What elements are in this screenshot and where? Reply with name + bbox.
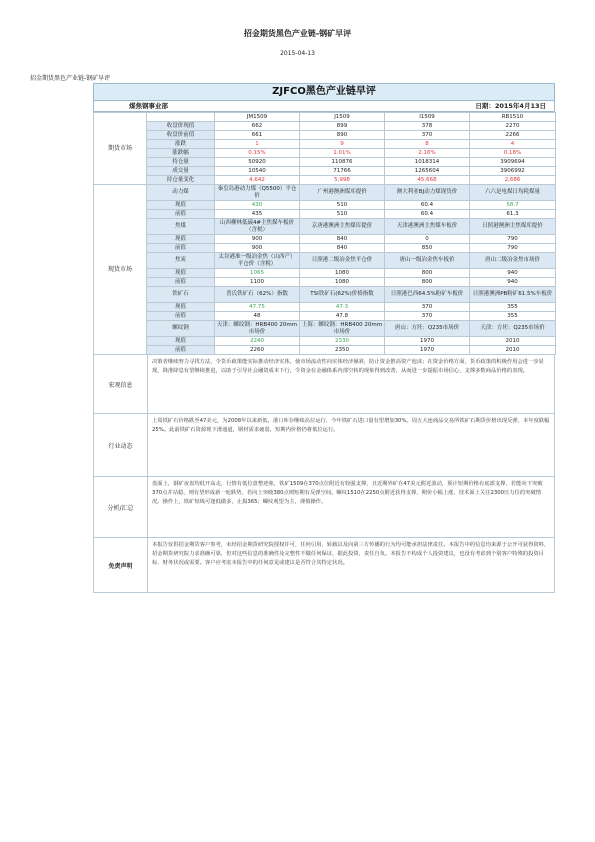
spot-prev-cell: 840 bbox=[300, 244, 385, 253]
spot-now-label: 现值 bbox=[147, 235, 215, 244]
spot-now-row bbox=[94, 337, 556, 346]
spot-now-label: 现值 bbox=[147, 303, 215, 312]
futures-row bbox=[94, 149, 556, 158]
spot-now-cell: 1065 bbox=[215, 269, 300, 278]
spot-now-label: 现值 bbox=[147, 337, 215, 346]
spot-prev-cell: 900 bbox=[215, 244, 300, 253]
spot-now-cell: 60.4 bbox=[385, 201, 470, 210]
futures-header-row bbox=[94, 113, 556, 122]
spot-prev-cell: 2350 bbox=[300, 346, 385, 355]
spot-prev-label: 前值 bbox=[147, 312, 215, 321]
spot-header-row bbox=[94, 185, 556, 201]
futures-cell: 0.15% bbox=[215, 149, 300, 158]
spot-prev-cell: 61.3 bbox=[470, 210, 556, 219]
spot-column-header: 天津：方坯：Q235市场价 bbox=[470, 321, 556, 337]
futures-row bbox=[94, 176, 556, 185]
document-title: 招金期货黑色产业链-钢矿早评 bbox=[243, 29, 352, 38]
futures-row-label: 收盘价现值 bbox=[147, 122, 215, 131]
futures-cell: 8 bbox=[385, 140, 470, 149]
futures-cell: 9 bbox=[300, 140, 385, 149]
spot-now-cell: 840 bbox=[300, 235, 385, 244]
futures-row bbox=[94, 158, 556, 167]
spot-now-cell: 1080 bbox=[300, 269, 385, 278]
futures-cell: 4 bbox=[470, 140, 556, 149]
spot-now-cell: 0 bbox=[385, 235, 470, 244]
spot-column-header: 唐山一级冶金焦车板价 bbox=[385, 253, 470, 269]
futures-row bbox=[94, 140, 556, 149]
futures-cell: 662 bbox=[215, 122, 300, 131]
futures-cell: 0.18% bbox=[470, 149, 556, 158]
futures-cell: 4,642 bbox=[215, 176, 300, 185]
spot-now-cell: 430 bbox=[215, 201, 300, 210]
spot-now-row bbox=[94, 303, 556, 312]
spot-now-cell: 800 bbox=[385, 269, 470, 278]
futures-row-label: 持仓量 bbox=[147, 158, 215, 167]
futures-row bbox=[94, 131, 556, 140]
spot-now-cell: 1970 bbox=[385, 337, 470, 346]
spot-prev-cell: 2260 bbox=[215, 346, 300, 355]
spot-now-cell: 510 bbox=[300, 201, 385, 210]
report-subheader bbox=[93, 101, 555, 112]
spot-prev-cell: 940 bbox=[470, 278, 556, 287]
futures-cell: 2270 bbox=[470, 122, 556, 131]
spot-group-label: 焦煤 bbox=[147, 219, 215, 235]
spot-now-row bbox=[94, 235, 556, 244]
spot-column-header: 秦皇岛港动力煤（Q5500）平仓价 bbox=[215, 185, 300, 201]
macro-section bbox=[93, 355, 555, 414]
spot-column-header: 澳大利亚BJ动力煤现货价 bbox=[385, 185, 470, 201]
spot-column-header: 广州港澳洲煤库提价 bbox=[300, 185, 385, 201]
disclaimer-label: 免责声明 bbox=[94, 538, 148, 592]
futures-row-label: 成交量 bbox=[147, 167, 215, 176]
futures-column-header: RB1510 bbox=[470, 113, 556, 122]
spot-column-header: TSI铁矿石(62%)价格指数 bbox=[300, 287, 385, 303]
futures-cell: 1265604 bbox=[385, 167, 470, 176]
futures-cell: 890 bbox=[300, 131, 385, 140]
spot-prev-label: 前值 bbox=[147, 346, 215, 355]
spot-prev-label: 前值 bbox=[147, 278, 215, 287]
spot-prev-row bbox=[94, 278, 556, 287]
spot-prev-row bbox=[94, 346, 556, 355]
spot-prev-cell: 790 bbox=[470, 244, 556, 253]
futures-cell: 45,668 bbox=[385, 176, 470, 185]
macro-label: 宏观信息 bbox=[94, 355, 148, 413]
futures-column-header: JM1509 bbox=[215, 113, 300, 122]
spot-now-cell: 2010 bbox=[470, 337, 556, 346]
spot-prev-row bbox=[94, 210, 556, 219]
futures-cell: 110876 bbox=[300, 158, 385, 167]
futures-row-label: 涨跌 bbox=[147, 140, 215, 149]
futures-cell: 1018314 bbox=[385, 158, 470, 167]
spot-prev-row bbox=[94, 312, 556, 321]
disclaimer-section bbox=[93, 538, 555, 593]
futures-row-label: 收盘价前值 bbox=[147, 131, 215, 140]
report-banner: ZJFCO黑色产业链早评 bbox=[93, 83, 555, 101]
spot-prev-cell: 1970 bbox=[385, 346, 470, 355]
spot-prev-cell: 2010 bbox=[470, 346, 556, 355]
spot-header-row bbox=[94, 321, 556, 337]
futures-column-header bbox=[147, 113, 215, 122]
futures-row-label: 涨跌幅 bbox=[147, 149, 215, 158]
futures-cell: 1.01% bbox=[300, 149, 385, 158]
spot-now-label: 现值 bbox=[147, 269, 215, 278]
spot-column-header: 天津港澳洲主焦煤车板价 bbox=[385, 219, 470, 235]
spot-header-row bbox=[94, 219, 556, 235]
spot-column-header: 日照港澳洲PB粉矿61.5%车板价 bbox=[470, 287, 556, 303]
spot-section-label: 现货市场 bbox=[94, 185, 147, 355]
futures-cell: 5,998 bbox=[300, 176, 385, 185]
spot-prev-cell: 370 bbox=[385, 312, 470, 321]
futures-cell: 378 bbox=[385, 122, 470, 131]
futures-cell: 899 bbox=[300, 122, 385, 131]
spot-column-header: 唐山：方坯：Q235市场价 bbox=[385, 321, 470, 337]
macro-text: 决策者继续努力寻找方法，令货币政策能实际推动经济实体，使市场流动性向实体经济倾斜，防止资金推高资产泡沫；在资金价格方面，货币政策的积极作用会进一步显现，降准降息有望继续推进，以助于引导社会融资成本下行，令资金在金融体系内部空转的现象得到改善，从而进一步提振市场信心，支撑多数商品价格的表现。 bbox=[152, 359, 544, 374]
spot-prev-label: 前值 bbox=[147, 244, 215, 253]
futures-section-label: 期货市场 bbox=[94, 113, 147, 185]
spot-column-header: 山西柳林低硫4#主焦煤车板价（含税） bbox=[215, 219, 300, 235]
futures-cell: 3906992 bbox=[470, 167, 556, 176]
department-label: 煤焦钢事业部 bbox=[129, 102, 168, 110]
spot-now-cell: 47.3 bbox=[300, 303, 385, 312]
market-table bbox=[93, 112, 556, 355]
futures-row bbox=[94, 167, 556, 176]
futures-cell: 71766 bbox=[300, 167, 385, 176]
industry-text: 上周铁矿石价格跌至47美元，为2008年以来新低，港口库存继续高位运行，今年铁矿石进口量有望增加30%。周五大连商品交易所铁矿石期货价格出现反弹，本年度跌幅25%。此前铁矿石资源现下滑通道，钢材需求疲弱，短期内价格仍将低位运行。 bbox=[152, 418, 550, 433]
spot-prev-label: 前值 bbox=[147, 210, 215, 219]
report-date: 日期：2015年4月13日 bbox=[475, 102, 546, 110]
spot-column-header: 日照港巴西64.5%粉矿车板价 bbox=[385, 287, 470, 303]
spot-now-cell: 355 bbox=[470, 303, 556, 312]
spot-prev-cell: 48 bbox=[215, 312, 300, 321]
spot-now-cell: 47.75 bbox=[215, 303, 300, 312]
document-subtitle: 招金期货黑色产业链-钢矿早评 bbox=[30, 75, 111, 82]
spot-prev-cell: 510 bbox=[300, 210, 385, 219]
futures-cell: 3909694 bbox=[470, 158, 556, 167]
futures-cell: 2266 bbox=[470, 131, 556, 140]
futures-cell: 50920 bbox=[215, 158, 300, 167]
spot-prev-cell: 435 bbox=[215, 210, 300, 219]
spot-prev-cell: 60.4 bbox=[385, 210, 470, 219]
futures-row-label: 持仓量变化 bbox=[147, 176, 215, 185]
spot-column-header: 日照港二级冶金焦平仓价 bbox=[300, 253, 385, 269]
spot-now-cell: 58.7 bbox=[470, 201, 556, 210]
futures-column-header: I1509 bbox=[385, 113, 470, 122]
spot-now-cell: 790 bbox=[470, 235, 556, 244]
analysis-text: 盘面上，钢矿夜盘均低开高走，行情有低位盘整迹象，铁矿1509在370点位附近有较强支撑，且近期外矿在47美元附近波动，预计短期价格有底部支撑，若能向下突破370点并站稳，则有望形成新一轮跌势，若向上突破380点则短期有反弹空间。螺纹1510在2250点附近获得支撑，期价小幅上涨，技术面上关注2300压力位的突破情况。操作上，铁矿短线可逢低做多，止损365；螺纹观望为主，谨慎操作。 bbox=[152, 481, 543, 505]
spot-group-label: 铁矿石 bbox=[147, 287, 215, 303]
spot-prev-cell: 355 bbox=[470, 312, 556, 321]
spot-group-label: 焦炭 bbox=[147, 253, 215, 269]
spot-column-header: 六六是电煤日均耗煤量 bbox=[470, 185, 556, 201]
spot-now-cell: 2330 bbox=[300, 337, 385, 346]
spot-column-header: 京唐港澳洲主焦煤库提价 bbox=[300, 219, 385, 235]
spot-column-header: 日照港澳洲主焦煤库提价 bbox=[470, 219, 556, 235]
analysis-label: 分析/汇总 bbox=[94, 477, 148, 537]
spot-now-cell: 940 bbox=[470, 269, 556, 278]
spot-column-header: 普氏铁矿石（62%）指数 bbox=[215, 287, 300, 303]
analysis-section bbox=[93, 477, 555, 538]
spot-group-label: 动力煤 bbox=[147, 185, 215, 201]
spot-now-label: 现值 bbox=[147, 201, 215, 210]
futures-column-header: J1509 bbox=[300, 113, 385, 122]
spot-prev-cell: 850 bbox=[385, 244, 470, 253]
spot-prev-cell: 47.8 bbox=[300, 312, 385, 321]
spot-now-row bbox=[94, 269, 556, 278]
industry-section bbox=[93, 414, 555, 477]
report-container bbox=[93, 83, 555, 593]
futures-cell: 10540 bbox=[215, 167, 300, 176]
spot-now-cell: 900 bbox=[215, 235, 300, 244]
spot-now-cell: 370 bbox=[385, 303, 470, 312]
futures-cell: 661 bbox=[215, 131, 300, 140]
spot-group-label: 螺纹钢 bbox=[147, 321, 215, 337]
futures-row bbox=[94, 122, 556, 131]
spot-now-cell: 2240 bbox=[215, 337, 300, 346]
futures-cell: 1 bbox=[215, 140, 300, 149]
spot-column-header: 上海：螺纹钢：HRB400 20mm市场价 bbox=[300, 321, 385, 337]
spot-prev-row bbox=[94, 244, 556, 253]
futures-cell: 370 bbox=[385, 131, 470, 140]
futures-cell: 2.16% bbox=[385, 149, 470, 158]
spot-column-header: 太谷港准一级冶金焦（山西产）平仓价（含税） bbox=[215, 253, 300, 269]
spot-prev-cell: 1100 bbox=[215, 278, 300, 287]
spot-prev-cell: 1080 bbox=[300, 278, 385, 287]
disclaimer-text: 本报告仅供招金期货客户参考，未经招金期货研究院授权许可，任何引用、转载以及向第三方传播的行为均可能承担法律责任。本报告中的信息均来源于公开可获得资料，招金期货研究院力求准确可靠，但对这些信息的准确性及完整性不做任何保证，据此投资，责任自负。本报告不构成个人投资建议，也没有考虑到个别客户特殊的投资目标、财务状况或需要。客户应考虑本报告中的任何意见或建议是否符合其特定状况。 bbox=[152, 542, 550, 566]
spot-column-header: 天津：螺纹钢：HRB400 20mm市场价 bbox=[215, 321, 300, 337]
spot-header-row bbox=[94, 253, 556, 269]
industry-label: 行业动态 bbox=[94, 414, 148, 476]
spot-prev-cell: 800 bbox=[385, 278, 470, 287]
spot-column-header: 唐山二级冶金焦市场价 bbox=[470, 253, 556, 269]
futures-cell: 2,686 bbox=[470, 176, 556, 185]
document-date: 2015-04-13 bbox=[280, 50, 315, 57]
spot-header-row bbox=[94, 287, 556, 303]
spot-now-row bbox=[94, 201, 556, 210]
